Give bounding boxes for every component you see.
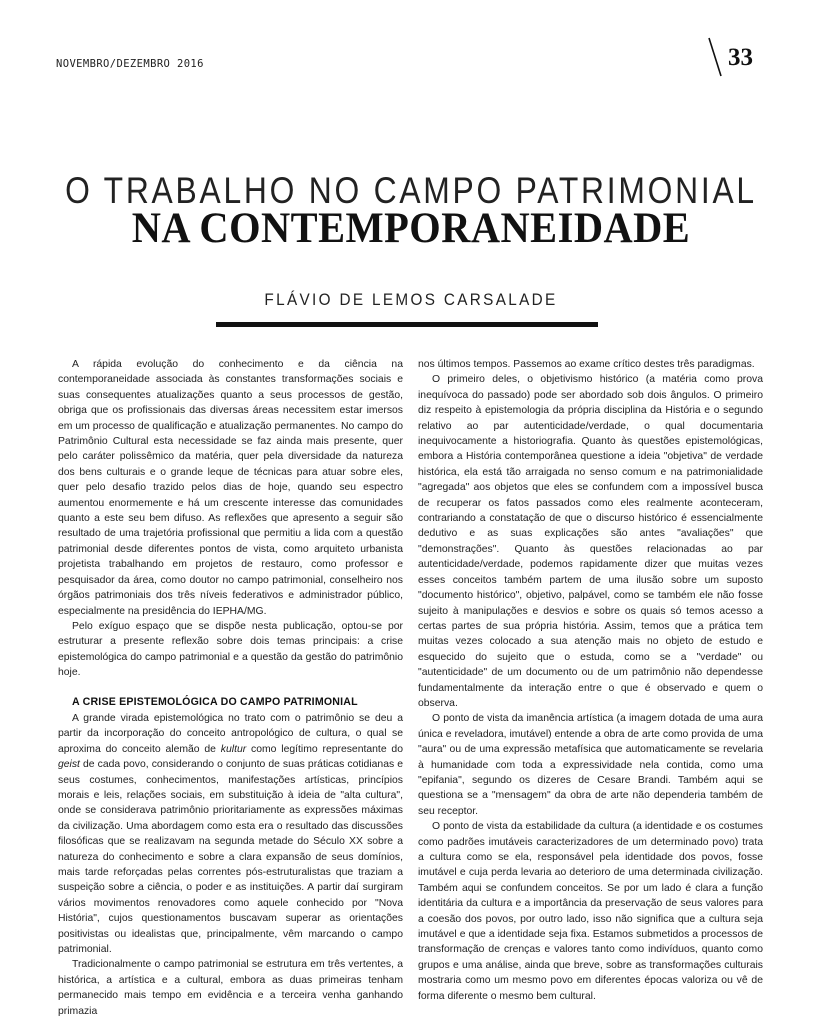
- left-text-column: [58, 357, 403, 1019]
- article-title-line2: NA CONTEMPORANEIDADE: [131, 205, 691, 252]
- paragraph: O ponto de vista da imanência artística (a imagem dotada de uma aura única e reveladora, imutável) entende a obra de arte como provida de uma "aura" ou de uma expressão metafísica que automaticamente se revelaria à humanidade com toda a expressividade nela contida, como uma "epifania", segundo os dizeres de Cesare Brandi. Também aqui se questiona se a "mensagem" da obra de arte não dependeria também de seu receptor.: [418, 713, 763, 817]
- article-author: FLÁVIO DE LEMOS CARSALADE: [264, 290, 558, 309]
- paragraph: Pelo exíguo espaço que se dispõe nesta publicação, optou-se por estruturar a presente reflexão sobre dois temas principais: a crise epistemológica do campo patrimonial e a questão da gestão do patrimônio hoje.: [58, 620, 403, 679]
- title-divider-rule: [216, 322, 598, 327]
- issue-date: NOVEMBRO/DEZEMBRO 2016: [56, 58, 204, 70]
- paragraph: nos últimos tempos. Passemos ao exame crítico destes três paradigmas.: [418, 359, 755, 370]
- paragraph: A grande virada epistemológica no trato com o patrimônio se deu a partir da incorporação do conceito antropológico de cultura, o qual se aproxima do conceito alemão de kultur como legítimo representante do geist de cada povo, considerando o conjunto de suas práticas cotidianas e seus costumes, conhecimentos, manifestações artísticas, princípios morais e leis, relações sociais, em substituição à ideia de "alta cultura", onde se considerava patrimônio prioritariamente as expressões máximas da civilização. Uma abordagem como esta era o resultado das discussões filosóficas que se realizavam na segunda metade do Século XX sobre a natureza do conhecimento e sobre a clara expansão de seus domínios, mais tarde reforçadas pelas correntes pós-estruturalistas que traziam a suspeição sobre a ciência, o poder e as instituições. A partir daí surgiram vários movimentos renovadores como aquele conhecido por "Nova História", cujos questionamentos buscavam superar as orientações positivistas ou idealistas que, principalmente, vêm marcando o campo patrimonial.: [58, 712, 403, 956]
- article-title-line1: O TRABALHO NO CAMPO PATRIMONIAL: [65, 170, 757, 211]
- paragraph: A rápida evolução do conhecimento e da ciência na contemporaneidade associada às constantes transformações sociais e suas consequentes atualizações quanto a seus processos de gestão, obriga que os profissionais das diversas áreas necessitem estar imersos em um processo de qualificação e atualização permanentes. No campo do Patrimônio Cultural esta necessidade se faz ainda mais presente, quer pelo caráter polissêmico da matéria, quer pela diversidade da natureza dos bens culturais e o grande leque de técnicas para atuar sobre eles, quer pelo desafio trazido pelos dias de hoje, quando seu espectro aumentou enormemente e há um crescente interesse das comunidades quanto a este seu bem difuso. As reflexões que apresento a seguir são resultado de uma trajetória profissional que permitiu a lida com a questão patrimonial desde diferentes pontos de vista, como arquiteto urbanista projetista trabalhando em projetos de restauro, como professor e pesquisador da área, como doutor no campo patrimonial, conselheiro nos órgãos patrimoniais dos três níveis federativos e administrador público, especialmente na presidência do IEPHA/MG.: [58, 359, 403, 617]
- paragraph: O ponto de vista da estabilidade da cultura (a identidade e os costumes como padrões imutáveis caracterizadores de um determinado povo) trata a cultura como se ela, responsável pela identidade dos povos, fosse imutável e cuja perda levaria ao deterioro de uma determinada civilização. Também aqui se confundem conceitos. Se por um lado é clara a função identitária da cultura e a importância da preservação de seus valores para a coesão dos povos, por outro lado, isso não significa que a cultura seja imutável e que a identidade seja fixa. Estamos submetidos a processos de transformação de crenças e valores tanto como indivíduos, quanto como grupos e uma análise, ainda que breve, sobre as transformações culturais mostraria como um mesmo povo em diferentes épocas valoriza ou vê de forma diferente o mesmo bem cultural.: [418, 821, 763, 1002]
- page-number: 33: [728, 44, 753, 71]
- page-slash-divider: [706, 36, 726, 80]
- right-text-column: [418, 357, 763, 1004]
- paragraph: O primeiro deles, o objetivismo histórico (a matéria como prova inequívoca do passado) pode ser abordado sob dois ângulos. O primeiro diz respeito à epistemologia da própria disciplina da História e o segundo relativo ao par autenticidade/verdade, o qual documentaria inequivocamente a historiografia. Quanto às questões epistemológicas, embora a História contemporânea questione a ideia "objetiva" de verdade histórica, ela está tão arraigada no senso comum e na patrimonialidade "agregada" aos objetos que eles se confundem com a impossível busca de recuperar os fatos passados como eles realmente aconteceram, contrariando a constatação de que o discurso histórico é essencialmente dedutivo e as suas explicações são antes "avaliações" que "demonstrações". Quanto às questões relacionadas ao par autenticidade/verdade, podemos rapidamente dizer que muitas vezes esses conceitos também partem de uma ilusão sobre um suposto "documento histórico", objetivo, palpável, como se também ele não fosse sujeito à manipulações e desvios e sobre os quais só temos acesso a certas partes de sua própria história. Assim, temos que a prática tem muitas vezes colocado a sua atenção mais no objeto de estudo e esquecido do sujeito que o estuda, como se a "verdade" ou "autenticidade" de um documento ou de um patrimônio não dependesse fundamentalmente da interação entre o que é observado e quem o observa.: [418, 374, 763, 709]
- paragraph: Tradicionalmente o campo patrimonial se estrutura em três vertentes, a histórica, a artística e a cultural, embora as duas primeiras tenham permanecido mais tempo em evidência e a terceira venha ganhando primazia: [58, 959, 403, 1017]
- section-heading: A CRISE EPISTEMOLÓGICA DO CAMPO PATRIMONIAL: [72, 695, 358, 708]
